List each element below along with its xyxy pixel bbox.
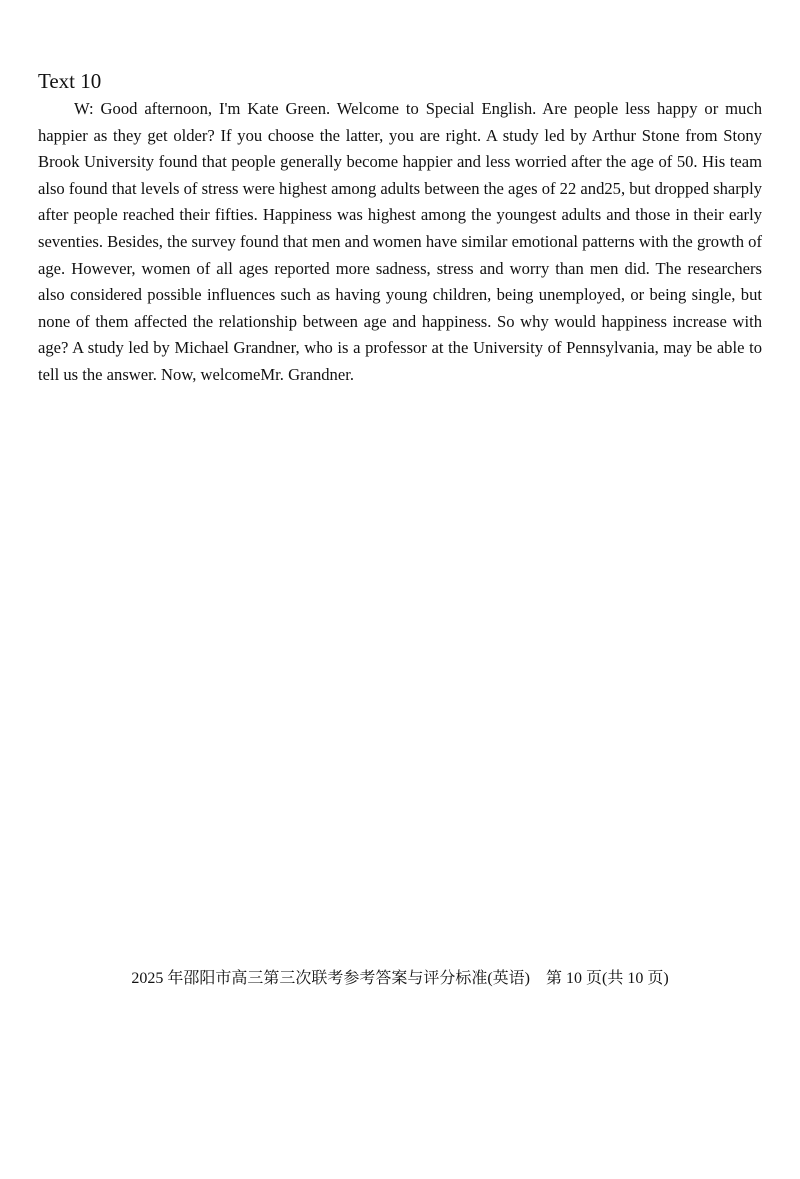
section-title: Text 10 bbox=[38, 69, 102, 93]
transcript-paragraph: W: Good afternoon, I'm Kate Green. Welcome to Special English. Are people less happy or much happier as they get older? If you choose the latter, you are right. A study led by Arthur Stone from Stony Brook University found that people generally become happier and less worried after the age of 50. His team also found that levels of stress were highest among adults between the ages of 22 and25, but dropped sharply after people reached their fifties. Happiness was highest among the youngest adults and those in their early seventies. Besides, the survey found that men and women have similar emotional patterns with the growth of age. However, women of all ages reported more sadness, stress and worry than men did. The researchers also considered possible influences such as having young children, being unemployed, or being single, but none of them affected the relationship between age and happiness. So why would happiness increase with age? A study led by Michael Grandner, who is a professor at the University of Pennsylvania, may be able to tell us the answer. Now, welcomeMr. Grandner. bbox=[38, 99, 762, 384]
page-footer: 2025 年邵阳市高三第三次联考参考答案与评分标准(英语) 第 10 页(共 10 页) bbox=[131, 970, 669, 987]
